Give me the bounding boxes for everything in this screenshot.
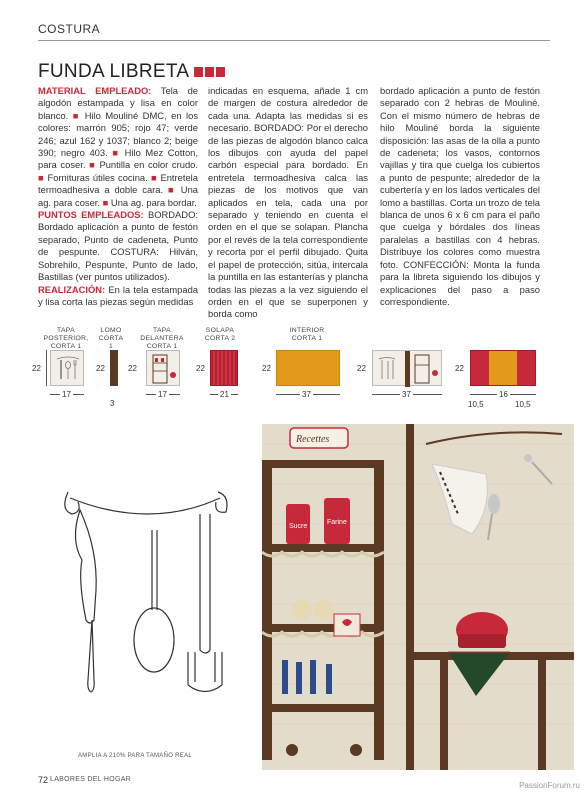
bullet-icon: ■	[38, 171, 45, 183]
material-item: Hilo Mez Cotton, para coser.	[38, 147, 198, 171]
puntos-heading: PUNTOS EMPLEADOS:	[38, 209, 144, 221]
dim-height: 22	[357, 364, 366, 373]
utensils-pattern-drawing	[60, 470, 250, 750]
material-item: Tela de algodón estampada y lisa en color blanco.	[38, 85, 198, 121]
piece-solapa	[210, 350, 238, 386]
utensils-icon	[51, 351, 85, 387]
sign-label: Recettes	[296, 434, 330, 445]
piece-lomo	[110, 350, 118, 386]
realizacion-text: En la tela estampada y lisa corta las piezas según medidas	[38, 283, 198, 307]
material-item: Hilo Mouliné DMC, en los colores: marrón 905; rojo 47; verde 246; azul 162 y 1037; blanco 2; beige 390; negro 403.	[38, 109, 199, 159]
piece-label-lomo: LOMO CORTA 1	[98, 327, 124, 350]
bullet-icon: ■	[89, 159, 96, 171]
piece-label-interior: INTERIOR CORTA 1	[289, 327, 325, 342]
jar-label-farine: Farine	[327, 519, 347, 526]
shelf-icon	[147, 351, 181, 387]
dim-line	[46, 350, 47, 386]
piece-tapa-posterior	[50, 350, 84, 386]
section-label: COSTURA	[38, 22, 101, 36]
dim-width: 17	[158, 390, 167, 399]
material-item: Una ag. para coser.	[38, 184, 198, 208]
piece-tapa-delantera	[146, 350, 180, 386]
text-column-1	[38, 85, 198, 308]
dim-height: 22	[262, 364, 271, 373]
material-item: Entretela termoadhesiva a doble cara.	[38, 171, 198, 196]
dim-height: 22	[32, 364, 41, 373]
material-item: Puntilla en color crudo.	[95, 159, 198, 171]
bullet-icon: ■	[150, 171, 158, 183]
dim-width: 17	[62, 390, 71, 399]
dim-height: 22	[455, 364, 464, 373]
dim-width: 10,5	[468, 400, 484, 409]
dim-width: 3	[110, 399, 115, 408]
puntos-text: BORDADO: Bordado aplicación a punto de festón separado, Punto de cadeneta, Punto de pespunte. COSTURA: Hilván, Sobrehilo, Pespunte, Punto de lado, Bastillas (ver puntos utilizados).	[38, 209, 198, 283]
dim-height: 22	[96, 364, 105, 373]
piece-label-solapa: SOLAPA CORTA 2	[204, 327, 236, 342]
dim-width: 16	[499, 390, 508, 399]
text-column-2	[208, 85, 368, 321]
dim-width: 10,5	[515, 400, 531, 409]
piece-interior	[276, 350, 340, 386]
dim-width: 37	[402, 390, 411, 399]
material-item: Fornituras útiles cocina.	[44, 171, 148, 183]
publication-name: LABORES DEL HOGAR	[50, 776, 132, 783]
piece-label-tapa-posterior: TAPA POSTERIOR, CORTA 1	[43, 327, 89, 350]
watermark: PassionForum.ru	[519, 781, 580, 790]
page-number: 72	[38, 775, 49, 785]
realizacion-heading: REALIZACIÓN:	[38, 283, 106, 295]
dim-height: 22	[196, 364, 205, 373]
title-decoration-icon	[194, 67, 225, 77]
material-item: Una ag. para bordar.	[108, 196, 197, 208]
dim-height: 22	[128, 364, 137, 373]
section-divider	[38, 40, 550, 41]
bullet-icon: ■	[112, 147, 121, 159]
piece-label-tapa-delantera: TAPA DELANTERA CORTA 1	[140, 327, 184, 350]
piece-assembled-interior	[470, 350, 536, 386]
bullet-icon: ■	[102, 196, 109, 208]
title-block	[38, 61, 225, 83]
body-text: indicadas en esquema, añade 1 cm de margen de costura alrededor de cada una. Adapta las medidas si es necesario. BORDADO: Por el derecho de las piezas de algodón blanco calca los dibujos con ayuda del papel carbón especial para bordado. En entretela termoadhesiva calca las piezas de los motivos que van aplicados en tela, cada una por separado y teniendo en cuenta el orden en el que se solapan. Plancha por el revés de la tela correspondiente y recorta por el perfil dibujado. Quita el papel de protección, sitúa, intercala la puntilla en las estanterías y plancha todas las piezas a la vez siguiendo el orden en el que se superponen y borda como	[208, 85, 368, 320]
piece-assembled-exterior	[372, 350, 442, 386]
dim-width: 21	[220, 390, 229, 399]
embroidered-cover-photo	[262, 424, 574, 770]
project-photo	[262, 424, 574, 770]
text-column-3	[380, 85, 540, 308]
dim-width: 37	[302, 390, 311, 399]
bullet-icon: ■	[72, 109, 81, 121]
material-heading: MATERIAL EMPLEADO:	[38, 85, 152, 96]
jar-label-sucre: Sucre	[289, 523, 308, 530]
bullet-icon: ■	[167, 184, 176, 196]
assembled-cover-icon	[373, 351, 443, 387]
scale-note: AMPLIA A 210% PARA TAMAÑO REAL	[78, 753, 193, 759]
body-text: bordado aplicación a punto de festón separado con 2 hebras de Mouliné. Con el mismo número de hebras de hilo Mouliné borda la siguiente disposición: las asas de la olla a punto de cadeneta; los vasos, contornos vajillas y tira que cuelga los cubiertos a punto de pespunte; alrededor de la cubertería y en los lados verticales del lomo a bastillas. Corta un trozo de tela blanca de unos 6 x 6 cm para el paño que cuelga y bórdales dos líneas paralelas a bastillas con 4 hebras. Distribuye los colores como muestra foto. CONFECCIÓN: Monta la funda para la libreta siguiendo los dibujos y explicaciones del paso a paso correspondiente.	[380, 85, 540, 307]
page-title: FUNDA LIBRETA	[38, 61, 190, 82]
